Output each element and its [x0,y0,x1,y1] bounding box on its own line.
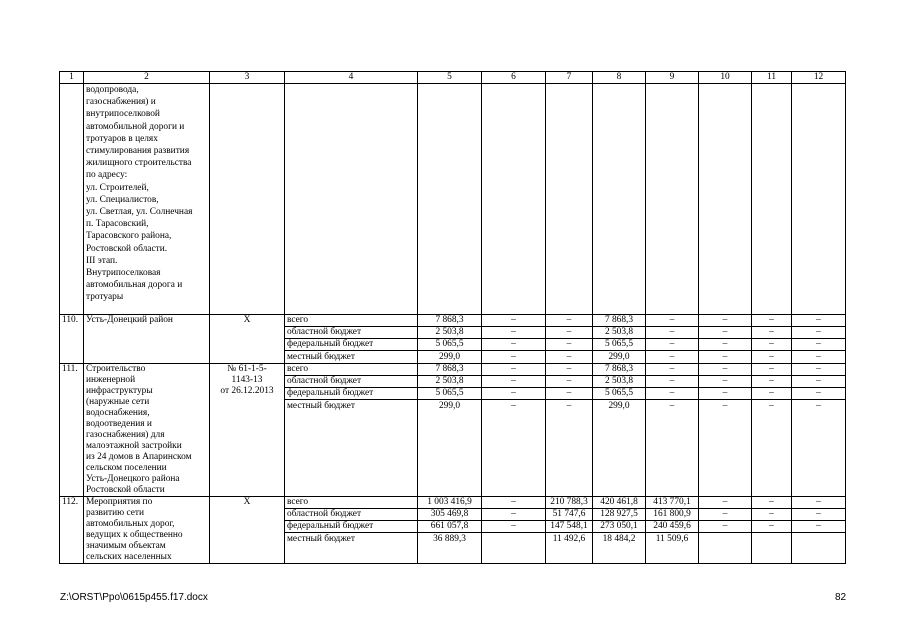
funding-source-label: областной бюджет [285,376,418,388]
amount-cell: – [482,521,546,533]
entry-document: X [210,315,285,364]
amount-cell: – [699,388,752,400]
column-number-10: 10 [699,72,752,84]
amount-cell: – [546,376,593,388]
amount-cell: – [792,315,846,327]
funding-source-label: областной бюджет [285,327,418,339]
amount-cell: – [646,376,699,388]
funding-source-label: всего [285,364,418,376]
amount-cell: – [752,364,792,376]
continuation-empty-cell [546,84,593,315]
amount-cell: – [752,376,792,388]
amount-cell: – [752,315,792,327]
table-row [60,497,846,509]
amount-cell: – [752,339,792,351]
continuation-num-cell [60,84,84,315]
amount-cell: – [752,327,792,339]
entry-document: № 61-1-5- 1143-13 от 26.12.2013 [210,364,285,497]
amount-cell: 1 003 416,9 [418,497,482,509]
amount-cell: – [699,364,752,376]
continuation-empty-cell [792,84,846,315]
funding-source-label: местный бюджет [285,533,418,564]
continuation-row [60,84,846,315]
amount-cell: – [792,327,846,339]
amount-cell: – [699,351,752,364]
amount-cell: 11 492,6 [546,533,593,564]
amount-cell: – [699,376,752,388]
column-number-8: 8 [593,72,646,84]
funding-source-label: федеральный бюджет [285,388,418,400]
column-number-9: 9 [646,72,699,84]
amount-cell: 2 503,8 [418,327,482,339]
amount-cell: 7 868,3 [593,315,646,327]
table-row [60,364,846,376]
amount-cell: 299,0 [593,400,646,497]
continuation-empty-cell [418,84,482,315]
continuation-name: водопровода, газоснабжения) и внутрипоселковой автомобильной дороги и тротуаров в целях стимулирования развития жилищного строительства по адресу: ул. Строителей, ул. Специалистов, ул. Светлая, ул. Солнечная п. Тарасовский, Тарасовского района, Ростовской области. III этап. Внутрипоселковая автомобильная дорога и тротуары [84,84,210,315]
amount-cell: – [482,509,546,521]
footer-page-number: 82 [835,592,847,603]
funding-source-label: федеральный бюджет [285,521,418,533]
amount-cell: – [699,509,752,521]
amount-cell: – [646,351,699,364]
amount-cell: 5 065,5 [593,339,646,351]
amount-cell: 7 868,3 [418,364,482,376]
funding-source-label: местный бюджет [285,351,418,364]
budget-table [59,71,846,564]
amount-cell: 128 927,5 [593,509,646,521]
amount-cell: 161 800,9 [646,509,699,521]
column-number-7: 7 [546,72,593,84]
amount-cell [792,533,846,564]
column-number-11: 11 [752,72,792,84]
amount-cell: 7 868,3 [593,364,646,376]
amount-cell: 18 484,2 [593,533,646,564]
continuation-empty-cell [646,84,699,315]
continuation-empty-cell [752,84,792,315]
amount-cell: – [699,400,752,497]
funding-source-label: федеральный бюджет [285,339,418,351]
amount-cell: – [646,327,699,339]
column-number-12: 12 [792,72,846,84]
amount-cell: 210 788,3 [546,497,593,509]
amount-cell: – [546,400,593,497]
amount-cell: 7 868,3 [418,315,482,327]
amount-cell: – [482,497,546,509]
amount-cell: 413 770,1 [646,497,699,509]
amount-cell: 305 469,8 [418,509,482,521]
amount-cell [482,533,546,564]
funding-source-label: всего [285,315,418,327]
continuation-empty-cell [210,84,285,315]
table-row [60,315,846,327]
column-number-4: 4 [285,72,418,84]
column-number-3: 3 [210,72,285,84]
amount-cell: 5 065,5 [418,339,482,351]
funding-source-label: местный бюджет [285,400,418,497]
amount-cell: – [792,400,846,497]
amount-cell: – [646,400,699,497]
amount-cell: – [699,497,752,509]
amount-cell: 299,0 [418,351,482,364]
amount-cell: – [792,376,846,388]
header-row [60,72,846,84]
amount-cell: – [699,327,752,339]
column-number-2: 2 [84,72,210,84]
amount-cell: – [752,388,792,400]
amount-cell: – [482,388,546,400]
amount-cell: – [699,315,752,327]
column-number-1: 1 [60,72,84,84]
table-container [59,71,846,564]
amount-cell: – [752,521,792,533]
entry-name: Усть-Донецкий район [84,315,210,364]
amount-cell: – [792,364,846,376]
continuation-empty-cell [285,84,418,315]
entry-name: Мероприятия по развитию сети автомобильных дорог, ведущих к общественно значимым объектам сельских населенных [84,497,210,564]
amount-cell: – [546,315,593,327]
amount-cell: – [546,327,593,339]
amount-cell: 661 057,8 [418,521,482,533]
amount-cell: – [792,339,846,351]
continuation-empty-cell [482,84,546,315]
amount-cell: – [699,339,752,351]
amount-cell: – [482,315,546,327]
amount-cell: – [752,351,792,364]
amount-cell: 5 065,5 [418,388,482,400]
amount-cell: 2 503,8 [418,376,482,388]
amount-cell: 51 747,6 [546,509,593,521]
entry-number: 112. [60,497,84,564]
amount-cell: – [546,351,593,364]
entry-name: Строительство инженерной инфраструктуры (наружные сети водоснабжения, водоотведения и газоснабжения) для малоэтажной застройки из 24 домов в Апаринском сельском поселении Усть-Донецкого района Ростовской области [84,364,210,497]
amount-cell: – [646,388,699,400]
amount-cell: 2 503,8 [593,327,646,339]
amount-cell: – [792,497,846,509]
amount-cell: – [752,497,792,509]
amount-cell: – [646,315,699,327]
amount-cell: – [482,327,546,339]
amount-cell: 36 889,3 [418,533,482,564]
continuation-empty-cell [593,84,646,315]
amount-cell: 11 509,6 [646,533,699,564]
amount-cell: 2 503,8 [593,376,646,388]
amount-cell: – [752,509,792,521]
amount-cell: 147 548,1 [546,521,593,533]
footer-file-path: Z:\ORST\Ppo\0615p455.f17.docx [60,592,208,603]
column-number-5: 5 [418,72,482,84]
amount-cell: 240 459,6 [646,521,699,533]
amount-cell: 273 050,1 [593,521,646,533]
amount-cell: – [699,521,752,533]
amount-cell: – [792,351,846,364]
amount-cell: – [482,351,546,364]
amount-cell: 299,0 [418,400,482,497]
amount-cell: – [792,388,846,400]
amount-cell: – [546,339,593,351]
amount-cell: – [482,339,546,351]
funding-source-label: всего [285,497,418,509]
entry-number: 111. [60,364,84,497]
amount-cell: – [482,364,546,376]
amount-cell: 299,0 [593,351,646,364]
funding-source-label: областной бюджет [285,509,418,521]
amount-cell: – [646,364,699,376]
amount-cell: – [792,509,846,521]
entry-document: X [210,497,285,564]
amount-cell: – [646,339,699,351]
amount-cell [752,533,792,564]
amount-cell [699,533,752,564]
amount-cell: 5 065,5 [593,388,646,400]
continuation-empty-cell [699,84,752,315]
amount-cell: – [546,388,593,400]
amount-cell: – [482,400,546,497]
amount-cell: – [752,400,792,497]
entry-number: 110. [60,315,84,364]
amount-cell: – [482,376,546,388]
amount-cell: 420 461,8 [593,497,646,509]
amount-cell: – [792,521,846,533]
column-number-6: 6 [482,72,546,84]
amount-cell: – [546,364,593,376]
